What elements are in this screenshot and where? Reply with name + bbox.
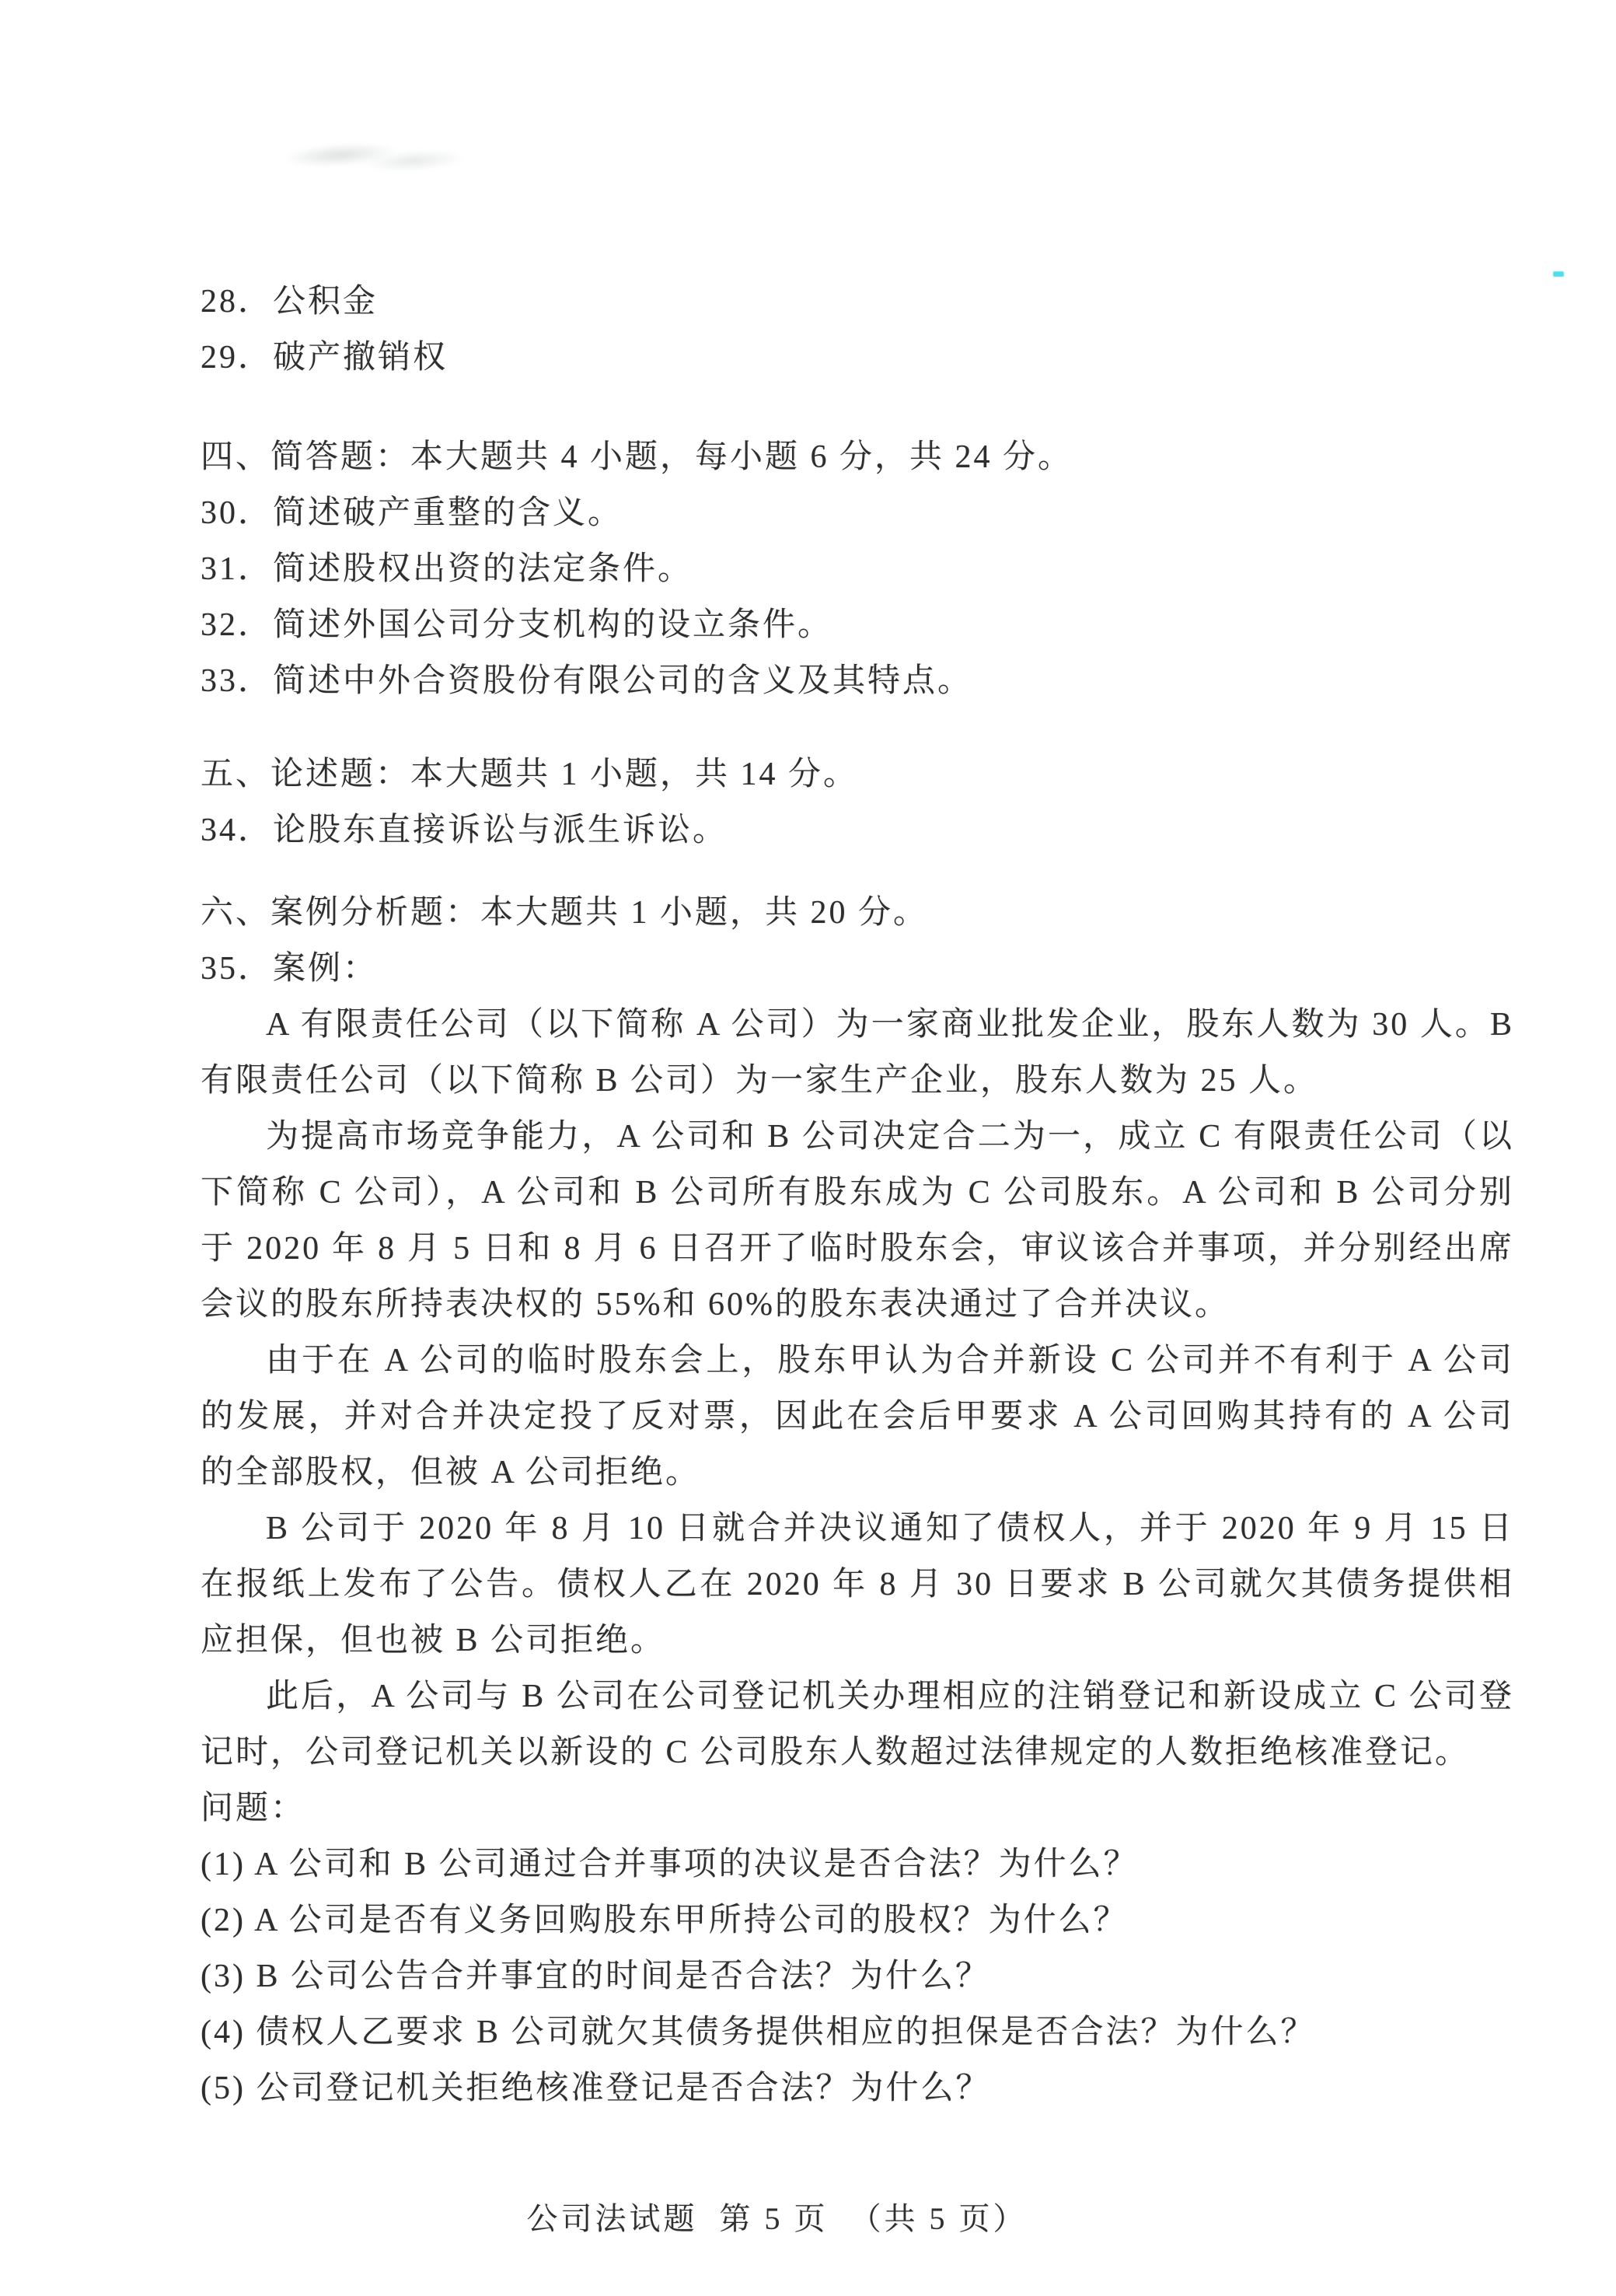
section-6-header: 六、案例分析题：本大题共 1 小题，共 20 分。: [201, 895, 929, 931]
case-paragraph-2: 为提高市场竞争能力，A 公司和 B 公司决定合二为一，成立 C 有限责任公司（以下简称 C 公司），A 公司和 B 公司所有股东成为 C 公司股东。A 公司和 B 公司分别于 2020 年 8 月 5 日和 8 月 6 日召开了临时股东会，审议该合并事项，并分别经出席会议的股东所持表决权的 55%和 60%的股东表决通过了合并决议。: [201, 1119, 1514, 1323]
page-footer: 公司法试题 第 5 页 （共 5 页）: [526, 2201, 1028, 2236]
cyan-scan-speck: [1553, 271, 1564, 277]
question-item-30: 30．简述破产重整的含义。: [201, 495, 623, 531]
case-question-1: (1) A 公司和 B 公司通过合并事项的决议是否合法？为什么？: [201, 1847, 1139, 1882]
section-5-header: 五、论述题：本大题共 1 小题，共 14 分。: [201, 757, 859, 792]
case-paragraph-5: 此后，A 公司与 B 公司在公司登记机关办理相应的注销登记和新设成立 C 公司登记时，公司登记机关以新设的 C 公司股东人数超过法律规定的人数拒绝核准登记。: [201, 1679, 1514, 1770]
faint-handwriting-smudge: [284, 124, 470, 191]
case-paragraph-1: A 有限责任公司（以下简称 A 公司）为一家商业批发企业，股东人数为 30 人。B 有限责任公司（以下简称 B 公司）为一家生产企业，股东人数为 25 人。: [201, 1007, 1514, 1099]
question-item-35: 35．案例：: [201, 951, 379, 987]
case-question-3: (3) B 公司公告合并事宜的时间是否合法？为什么？: [201, 1959, 990, 1994]
exam-content: [201, 274, 1514, 2116]
question-item-32: 32．简述外国公司分支机构的设立条件。: [201, 607, 833, 643]
case-paragraph-4: B 公司于 2020 年 8 月 10 日就合并决议通知了债权人，并于 2020 年 9 月 15 日在报纸上发布了公告。债权人乙在 2020 年 8 月 30 日要求 B 公司就欠其债务提供相应担保，但也被 B 公司拒绝。: [201, 1511, 1514, 1658]
question-item-33: 33．简述中外合资股份有限公司的含义及其特点。: [201, 663, 973, 699]
case-question-2: (2) A 公司是否有义务回购股东甲所持公司的股权？为什么？: [201, 1903, 1129, 1938]
glossary-item-29: 29．破产撤销权: [201, 340, 449, 376]
case-question-5: (5) 公司登记机关拒绝核准登记是否合法？为什么？: [201, 2071, 991, 2106]
question-item-31: 31．简述股权出资的法定条件。: [201, 551, 693, 587]
case-paragraph-3: 由于在 A 公司的临时股东会上，股东甲认为合并新设 C 公司并不有利于 A 公司的发展，并对合并决定投了反对票，因此在会后甲要求 A 公司回购其持有的 A 公司的全部股权，但被 A 公司拒绝。: [201, 1343, 1514, 1490]
question-item-34: 34．论股东直接诉讼与派生诉讼。: [201, 813, 728, 848]
case-question-4: (4) 债权人乙要求 B 公司就欠其债务提供相应的担保是否合法？为什么？: [201, 2015, 1316, 2050]
case-questions-label: 问题：: [201, 1791, 306, 1826]
glossary-item-28: 28．公积金: [201, 284, 379, 320]
section-4-header: 四、简答题：本大题共 4 小题，每小题 6 分，共 24 分。: [201, 439, 1073, 475]
